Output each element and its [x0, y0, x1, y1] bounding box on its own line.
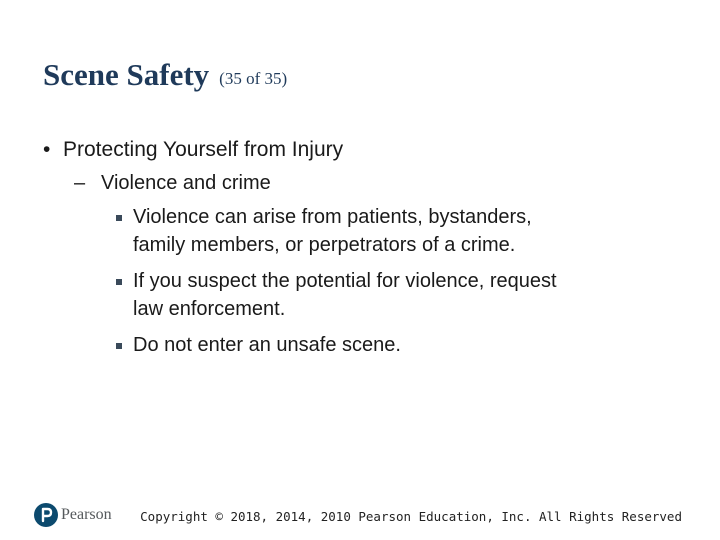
pearson-logo	[34, 503, 112, 527]
bullet-level3-item1-line1: Violence can arise from patients, bystanders,	[133, 206, 532, 228]
bullet-level3-item3-line1: Do not enter an unsafe scene.	[133, 334, 401, 356]
square-bullet-icon	[116, 279, 122, 285]
bullet-dash-marker: –	[74, 172, 86, 194]
bullet-level3-item1-line2: family members, or perpetrators of a crime.	[133, 234, 516, 256]
bullet-level3-item2-line1: If you suspect the potential for violence, request	[133, 270, 557, 292]
pearson-p-icon	[34, 503, 58, 527]
square-bullet-icon	[116, 343, 122, 349]
pearson-logo-text: Pearson	[61, 506, 112, 523]
title-counter: (35 of 35)	[219, 69, 288, 88]
bullet-level2-text: Violence and crime	[101, 172, 271, 194]
title-text: Scene Safety	[43, 57, 210, 92]
bullet-level3-item2-line2: law enforcement.	[133, 298, 286, 320]
bullet-level1-text: Protecting Yourself from Injury	[63, 138, 344, 161]
copyright-notice: Copyright © 2018, 2014, 2010 Pearson Education, Inc. All Rights Reserved	[140, 509, 682, 524]
square-bullet-icon	[116, 215, 122, 221]
bullet-dot-marker: •	[43, 138, 51, 161]
